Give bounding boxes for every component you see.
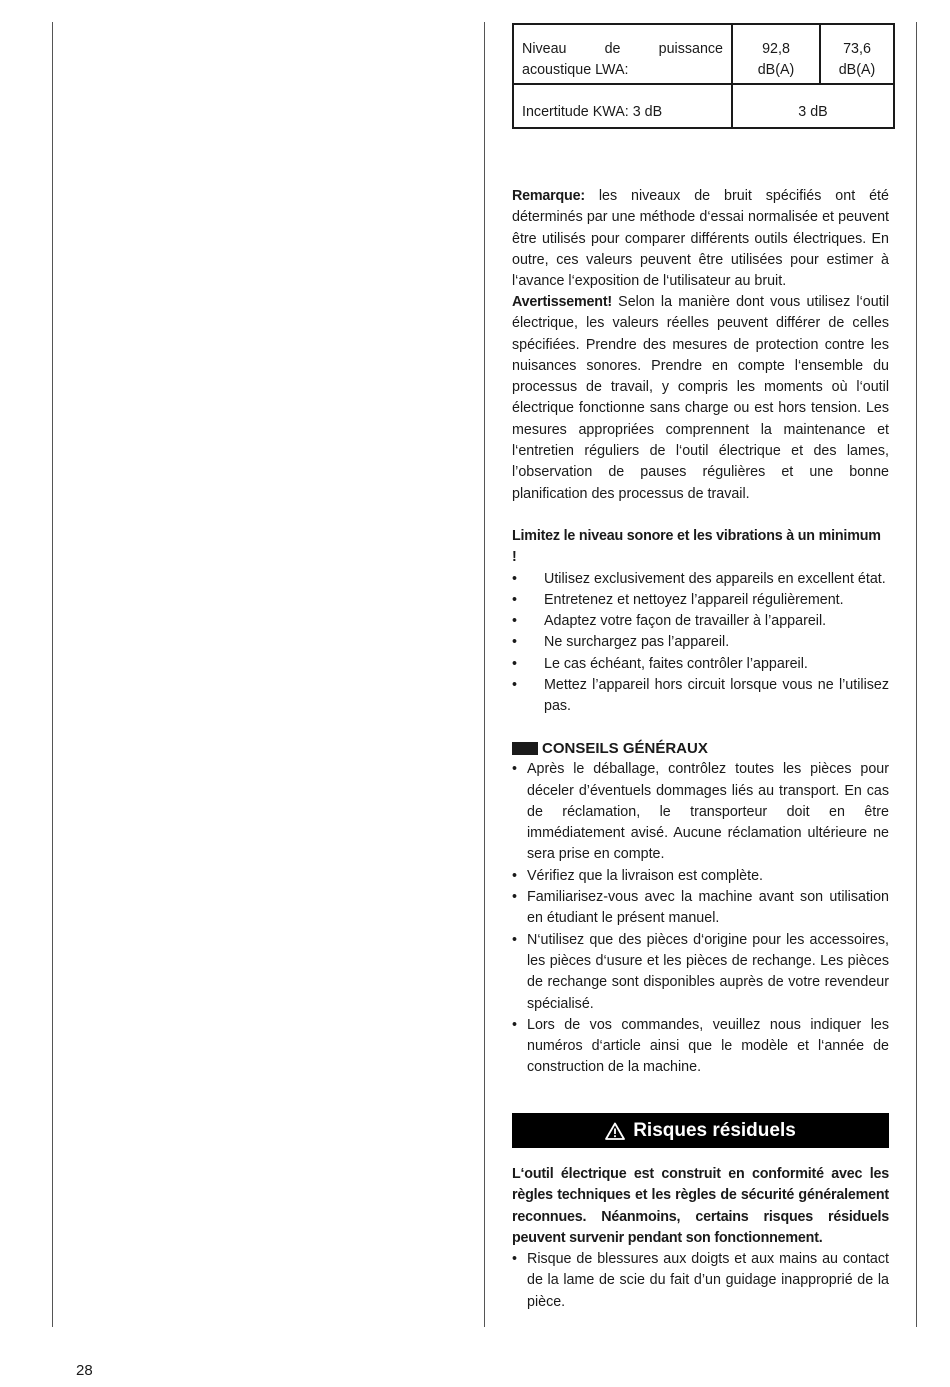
bullet-icon: • [512, 613, 518, 630]
table-row [513, 24, 894, 84]
section-marker-icon [512, 742, 538, 755]
avertissement-paragraph [512, 292, 889, 505]
risques-banner [512, 1113, 889, 1148]
bullet-icon: • [512, 1251, 518, 1268]
table-cell-label: Incertitude KWA: 3 dB [522, 104, 663, 120]
bullet-icon: • [512, 634, 518, 651]
avertissement-text: Selon la manière dont vous utilisez l‘outil électrique, les valeurs réelles peuvent différer de celles spécifiées. Prendre des mesures de protection contre les nuisances sonores. Prendre en compte l‘ensemble du processus de travail, y compris les moments où l‘outil électrique fonctionne sans charge ou est hors tension. Les mesures appropriées comprennent la maintenance et l‘entretien réguliers de l‘outil électrique et des lames, l’observation de pauses régulières et une bonne planification des processus de travail. [512, 294, 889, 502]
warning-triangle-icon [605, 1122, 625, 1140]
center-column-rule [484, 22, 485, 1327]
avertissement-label: Avertissement! [512, 294, 612, 310]
risques-heading: Risques résiduels [633, 1119, 796, 1141]
conseils-heading: CONSEILS GÉNÉRAUX [512, 738, 889, 759]
right-margin-rule [916, 22, 917, 1327]
conseils-list [512, 759, 889, 1078]
remarque-text: les niveaux de bruit spécifiés ont été déterminés par une méthode d‘essai normalisée et peuvent être utilisés pour comparer différents outils électriques. En outre, ces valeurs peuvent être utilisées pour estimer à l‘avance l‘exposition de l‘utilisateur au bruit. [512, 188, 889, 290]
noise-spec-table [512, 23, 895, 129]
table-cell-value-2: 73,6 dB(A) [838, 41, 876, 79]
risques-intro: L‘outil électrique est construit en conformité avec les règles techniques et les règles de sécurité généralement reconnues. Néanmoins, certains risques résiduels peuvent survenir pendant son fonctionnement. [512, 1166, 889, 1246]
list-item: • Entretenez et nettoyez l’appareil régulièrement. [512, 590, 889, 611]
list-item: • Lors de vos commandes, veuillez nous indiquer les numéros d‘article ainsi que le modèle et l‘année de construction de la machine. [512, 1016, 889, 1076]
left-margin-rule [52, 22, 53, 1327]
list-item: • Le cas échéant, faites contrôler l’appareil. [512, 654, 889, 675]
page-number: 28 [76, 1362, 93, 1379]
bullet-icon: • [512, 867, 518, 884]
limitez-section [512, 526, 889, 718]
table-row [513, 84, 894, 128]
table-cell-label: Niveau de puissance acoustique LWA: [522, 41, 723, 79]
conseils-section [512, 738, 889, 1079]
bullet-icon: • [512, 761, 518, 778]
bullet-icon: • [512, 655, 518, 672]
remarque-paragraph [512, 186, 889, 292]
bullet-icon: • [512, 677, 518, 694]
table-cell-value-1: 92,8 dB(A) [757, 41, 795, 79]
bullet-icon: • [512, 570, 518, 587]
limitez-heading: Limitez le niveau sonore et les vibrations à un minimum ! [512, 528, 881, 566]
list-item: • N‘utilisez que des pièces d‘origine pour les accessoires, les pièces d‘usure et les pièces de rechange. Les pièces de rechange sont disponibles auprès de votre revendeur spécialisé. [512, 931, 889, 1012]
bullet-icon: • [512, 889, 518, 906]
risques-list [512, 1249, 889, 1313]
table-cell-value: 3 dB [798, 104, 828, 120]
list-item: • Familiarisez-vous avec la machine avant son utilisation en étudiant le présent manuel. [512, 889, 889, 927]
bullet-icon: • [512, 591, 518, 608]
list-item: • Après le déballage, contrôlez toutes les pièces pour déceler d’éventuels dommages liés au transport. En cas de réclamation, le transporteur doit en être immédiatement avisé. Aucune réclamation ultérieure ne sera prise en compte. [512, 761, 889, 863]
list-item: • Adaptez votre façon de travailler à l’appareil. [512, 611, 889, 632]
remarque-label: Remarque: [512, 188, 585, 204]
list-item: • Vérifiez que la livraison est complète. [512, 866, 889, 887]
risques-section [512, 1164, 889, 1313]
list-item: • Ne surchargez pas l’appareil. [512, 632, 889, 653]
bullet-icon: • [512, 931, 518, 948]
limitez-list [512, 569, 889, 718]
list-item: • Utilisez exclusivement des appareils en excellent état. [512, 569, 889, 590]
bullet-icon: • [512, 1016, 518, 1033]
list-item: • Mettez l’appareil hors circuit lorsque vous ne l’utilisez pas. [512, 677, 889, 715]
list-item: • Risque de blessures aux doigts et aux mains au contact de la lame de scie du fait d’un guidage inapproprié de la pièce. [512, 1251, 889, 1310]
